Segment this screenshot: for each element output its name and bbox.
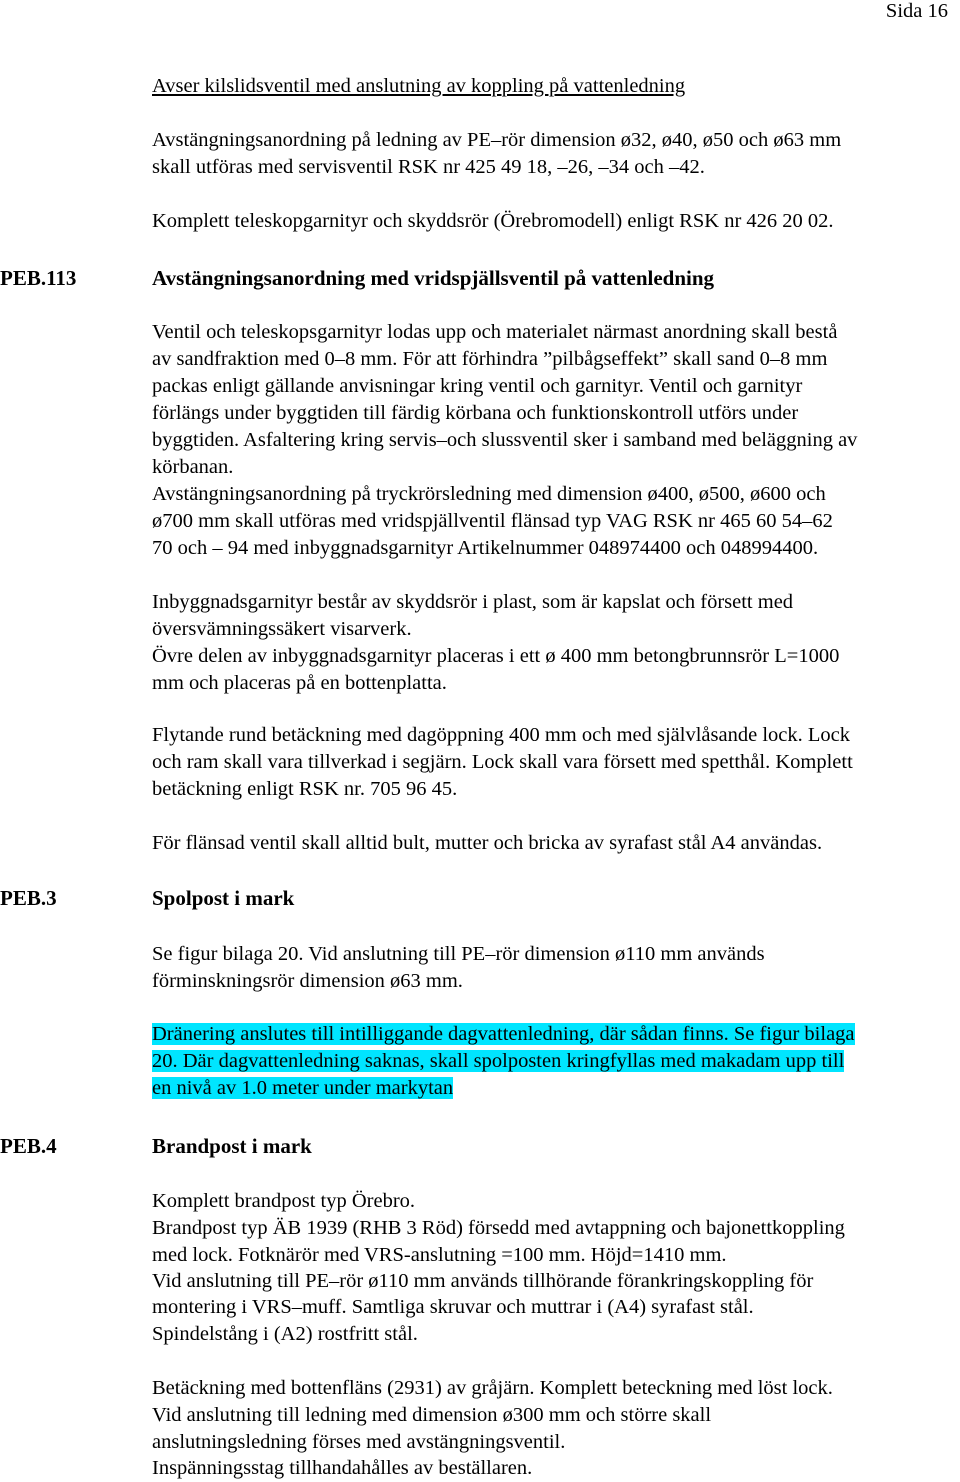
paragraph-line: packas enligt gällande anvisningar kring ventil och garnityr. Ventil och garnityr xyxy=(152,375,803,397)
paragraph-line: Komplett brandpost typ Örebro. xyxy=(152,1190,416,1212)
highlighted-text: Dränering anslutes till intilliggande dagvattenledning, där sådan finns. Se figur bilaga xyxy=(152,1023,855,1045)
paragraph-line: montering i VRS–muff. Samtliga skruvar och muttrar i (A4) syrafast stål. xyxy=(152,1296,754,1318)
paragraph-line: Avstängningsanordning på ledning av PE–rör dimension ø32, ø40, ø50 och ø63 mm xyxy=(152,129,842,151)
section-title: Spolpost i mark xyxy=(152,886,295,910)
paragraph-line: mm och placeras på en bottenplatta. xyxy=(152,672,447,694)
paragraph-line: byggtiden. Asfaltering kring servis–och slussventil sker i samband med beläggning av xyxy=(152,429,858,451)
highlighted-line xyxy=(152,1048,844,1075)
paragraph-line: Avstängningsanordning på tryckrörsledning med dimension ø400, ø500, ø600 och xyxy=(152,483,826,505)
paragraph-line: Inspänningsstag tillhandahålles av beställaren. xyxy=(152,1457,533,1479)
paragraph-line: Övre delen av inbyggnadsgarnityr placeras i ett ø 400 mm betongbrunnsrör L=1000 xyxy=(152,645,840,667)
paragraph-line: förlängs under byggtiden till färdig körbana och funktionskontroll utförs under xyxy=(152,402,799,424)
paragraph-line: med lock. Fotknärör med VRS-anslutning =100 mm. Höjd=1410 mm. xyxy=(152,1244,727,1266)
paragraph-line: För flänsad ventil skall alltid bult, mutter och bricka av syrafast stål A4 användas. xyxy=(152,832,823,854)
section-code: PEB.113 xyxy=(0,266,77,290)
paragraph-line: betäckning enligt RSK nr. 705 96 45. xyxy=(152,778,458,800)
paragraph-line: körbanan. xyxy=(152,456,234,478)
paragraph-line: anslutningsledning förses med avstängningsventil. xyxy=(152,1431,566,1453)
highlighted-text: 20. Där dagvattenledning saknas, skall spolposten kringfyllas med makadam upp till xyxy=(152,1050,845,1072)
page-number: Sida 16 xyxy=(885,0,948,22)
paragraph-line: Komplett teleskopgarnityr och skyddsrör (Örebromodell) enligt RSK nr 426 20 02. xyxy=(152,210,834,232)
paragraph-line: Brandpost typ ÄB 1939 (RHB 3 Röd) försedd med avtappning och bajonettkoppling xyxy=(152,1217,845,1239)
paragraph-line: ø700 mm skall utföras med vridspjällventil flänsad typ VAG RSK nr 465 60 54–62 xyxy=(152,510,833,532)
paragraph-line: förminskningsrör dimension ø63 mm. xyxy=(152,970,463,992)
paragraph-line: Flytande rund betäckning med dagöppning 400 mm och med självlåsande lock. Lock xyxy=(152,724,850,746)
paragraph-line: Vid anslutning till PE–rör ø110 mm används tillhörande förankringskoppling för xyxy=(152,1270,814,1292)
paragraph-line: Betäckning med bottenfläns (2931) av gråjärn. Komplett beteckning med löst lock. xyxy=(152,1377,833,1399)
paragraph-line: översvämningssäkert visarverk. xyxy=(152,618,412,640)
intro-heading: Avser kilslidsventil med anslutning av koppling på vattenledning xyxy=(152,75,686,97)
section-title: Avstängningsanordning med vridspjällsventil på vattenledning xyxy=(152,266,715,290)
paragraph-line: Ventil och teleskopsgarnityr lodas upp och materialet närmast anordning skall bestå xyxy=(152,321,838,343)
section-code: PEB.3 xyxy=(0,886,57,910)
highlighted-text: en nivå av 1.0 meter under markytan xyxy=(152,1077,454,1099)
paragraph-line: skall utföras med servisventil RSK nr 425 49 18, –26, –34 och –42. xyxy=(152,156,705,178)
highlighted-line xyxy=(152,1075,453,1102)
paragraph-line: 70 och – 94 med inbyggnadsgarnityr Artikelnummer 048974400 och 048994400. xyxy=(152,537,819,559)
paragraph-line: och ram skall vara tillverkad i segjärn. Lock skall vara försett med spetthål. Komplett xyxy=(152,751,853,773)
paragraph-line: Se figur bilaga 20. Vid anslutning till PE–rör dimension ø110 mm används xyxy=(152,943,765,965)
paragraph-line: Spindelstång i (A2) rostfritt stål. xyxy=(152,1323,418,1345)
paragraph-line: Inbyggnadsgarnityr består av skyddsrör i plast, som är kapslat och försett med xyxy=(152,591,794,613)
highlighted-line xyxy=(152,1021,855,1048)
section-title: Brandpost i mark xyxy=(152,1134,312,1158)
section-code: PEB.4 xyxy=(0,1134,57,1158)
paragraph-line: Vid anslutning till ledning med dimension ø300 mm och större skall xyxy=(152,1404,712,1426)
paragraph-line: av sandfraktion med 0–8 mm. För att förhindra ”pilbågseffekt” skall sand 0–8 mm xyxy=(152,348,828,370)
